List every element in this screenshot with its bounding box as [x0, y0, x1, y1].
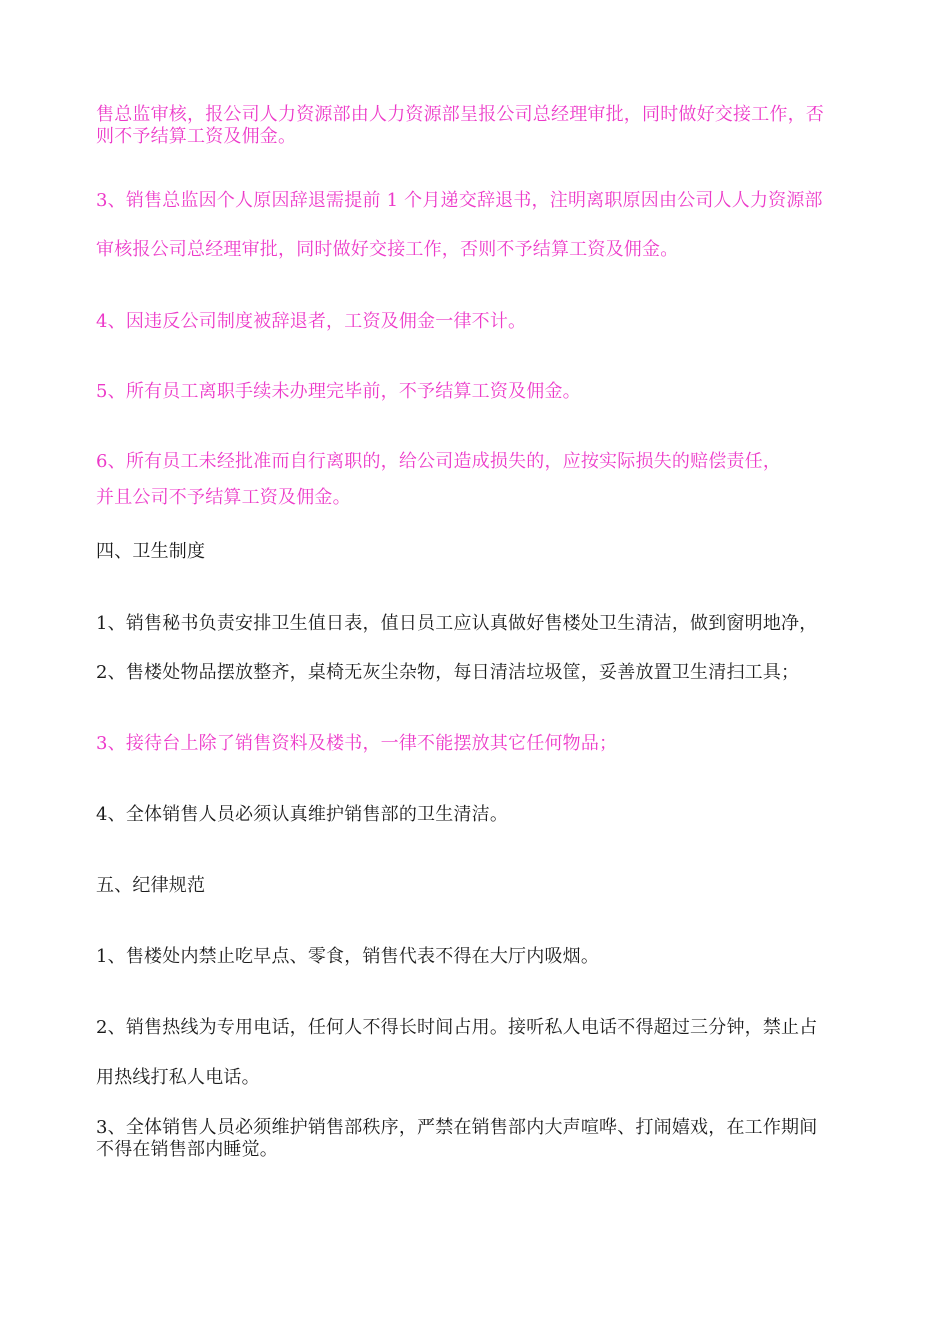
paragraph-line: 6、所有员工未经批准而自行离职的，给公司造成损失的，应按实际损失的赔偿责任， — [96, 451, 782, 472]
paragraph-line: 4、全体销售人员必须认真维护销售部的卫生清洁。 — [96, 804, 509, 825]
paragraph-line: 3、销售总监因个人原因辞退需提前 1 个月递交辞退书，注明离职原因由公司人人力资源部 — [96, 190, 823, 211]
section-heading: 四、卫生制度 — [96, 541, 206, 562]
paragraph-line: 5、所有员工离职手续未办理完毕前，不予结算工资及佣金。 — [96, 381, 581, 402]
section-heading: 五、纪律规范 — [96, 875, 206, 896]
paragraph-line: 1、销售秘书负责安排卫生值日表，值日员工应认真做好售楼处卫生清洁，做到窗明地净， — [96, 613, 818, 634]
paragraph-line: 不得在销售部内睡觉。 — [96, 1139, 278, 1160]
paragraph-line: 审核报公司总经理审批，同时做好交接工作，否则不予结算工资及佣金。 — [96, 239, 679, 260]
paragraph-line: 售总监审核，报公司人力资源部由人力资源部呈报公司总经理审批，同时做好交接工作，否 — [96, 104, 824, 125]
paragraph-line: 3、接待台上除了销售资料及楼书，一律不能摆放其它任何物品； — [96, 733, 618, 754]
paragraph-line: 2、销售热线为专用电话，任何人不得长时间占用。接听私人电话不得超过三分钟，禁止占 — [96, 1017, 818, 1038]
paragraph-line: 用热线打私人电话。 — [96, 1067, 260, 1088]
paragraph-line: 并且公司不予结算工资及佣金。 — [96, 487, 351, 508]
paragraph-line: 则不予结算工资及佣金。 — [96, 126, 297, 147]
paragraph-line: 3、全体销售人员必须维护销售部秩序，严禁在销售部内大声喧哗、打闹嬉戏，在工作期间 — [96, 1117, 818, 1138]
paragraph-line: 4、因违反公司制度被辞退者，工资及佣金一律不计。 — [96, 311, 527, 332]
paragraph-line: 1、售楼处内禁止吃早点、零食，销售代表不得在大厅内吸烟。 — [96, 946, 600, 967]
paragraph-line: 2、售楼处物品摆放整齐，桌椅无灰尘杂物，每日清洁垃圾筐，妥善放置卫生清扫工具； — [96, 662, 800, 683]
